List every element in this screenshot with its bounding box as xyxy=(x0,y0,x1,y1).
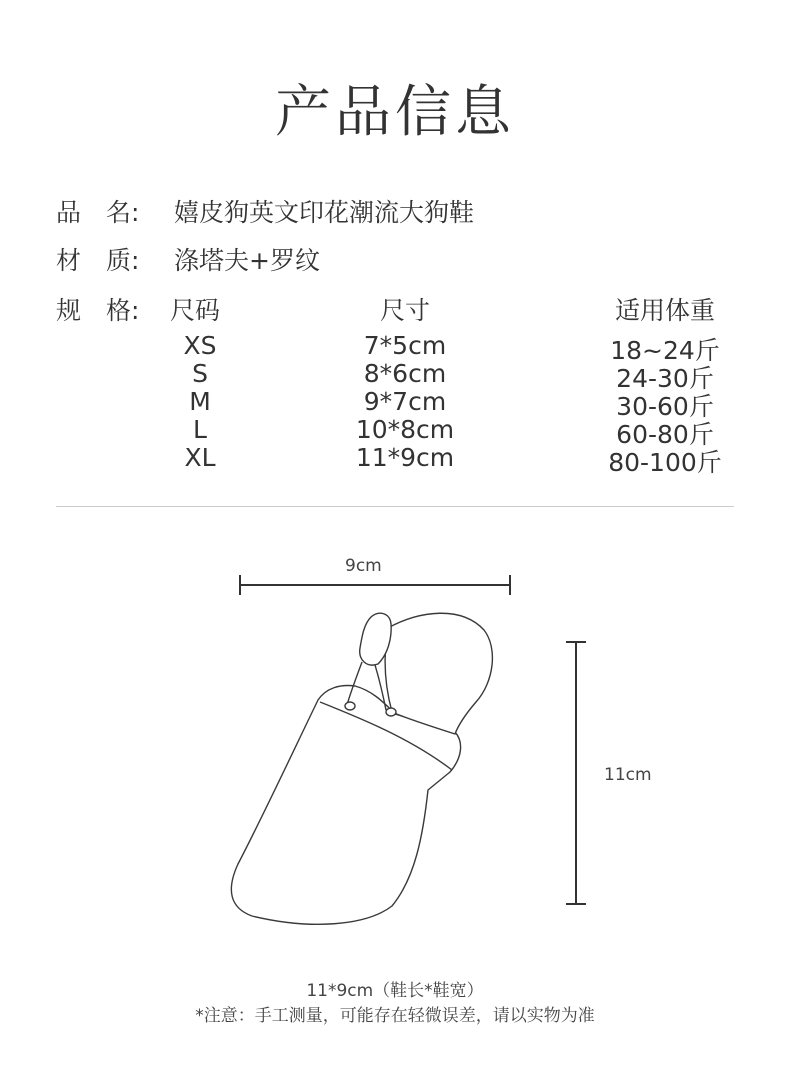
disclaimer: *注意：手工测量，可能存在轻微误差，请以实物为准 xyxy=(195,1006,595,1026)
spec-cell-size: XS xyxy=(183,331,217,360)
spec-cell-dimensions: 8*6cm xyxy=(363,359,447,388)
spec-cell-weight: 18~24斤 xyxy=(610,336,720,365)
product-name-label: 品 名: xyxy=(56,198,140,227)
spec-header-dimensions: 尺寸 xyxy=(379,296,430,325)
height-dimension-label: 11cm xyxy=(604,765,652,785)
shoe-collar xyxy=(385,613,492,734)
material-value: 涤塔夫+罗纹 xyxy=(174,246,320,275)
shoe-eyelet xyxy=(386,708,396,716)
spec-header-weight: 适用体重 xyxy=(614,296,715,325)
spec-cell-size: M xyxy=(189,387,211,416)
product-name-value: 嬉皮狗英文印花潮流大狗鞋 xyxy=(174,198,475,227)
spec-row xyxy=(56,291,174,327)
page-title: 产品信息 xyxy=(275,80,515,145)
material-row xyxy=(56,241,320,277)
spec-cell-dimensions: 7*5cm xyxy=(363,331,447,360)
product-name-row xyxy=(56,193,474,229)
spec-cell-weight: 60-80斤 xyxy=(616,420,714,449)
size-note: 11*9cm（鞋长*鞋宽） xyxy=(306,981,484,1001)
spec-cell-size: XL xyxy=(184,443,216,472)
spec-cell-dimensions: 9*7cm xyxy=(363,387,447,416)
shoe-diagram xyxy=(0,540,790,940)
material-label: 材 质: xyxy=(56,246,140,275)
section-divider xyxy=(56,506,734,507)
spec-cell-weight: 24-30斤 xyxy=(616,364,714,393)
spec-header-size: 尺码 xyxy=(170,296,221,325)
spec-cell-weight: 80-100斤 xyxy=(608,448,722,477)
spec-cell-dimensions: 10*8cm xyxy=(355,415,455,444)
spec-cell-size: S xyxy=(192,359,208,388)
width-dimension-label: 9cm xyxy=(345,556,382,576)
spec-cell-size: L xyxy=(193,415,207,444)
spec-cell-weight: 30-60斤 xyxy=(616,392,714,421)
spec-label: 规 格: xyxy=(56,296,140,325)
shoe-eyelet xyxy=(345,702,355,710)
spec-cell-dimensions: 11*9cm xyxy=(355,443,455,472)
